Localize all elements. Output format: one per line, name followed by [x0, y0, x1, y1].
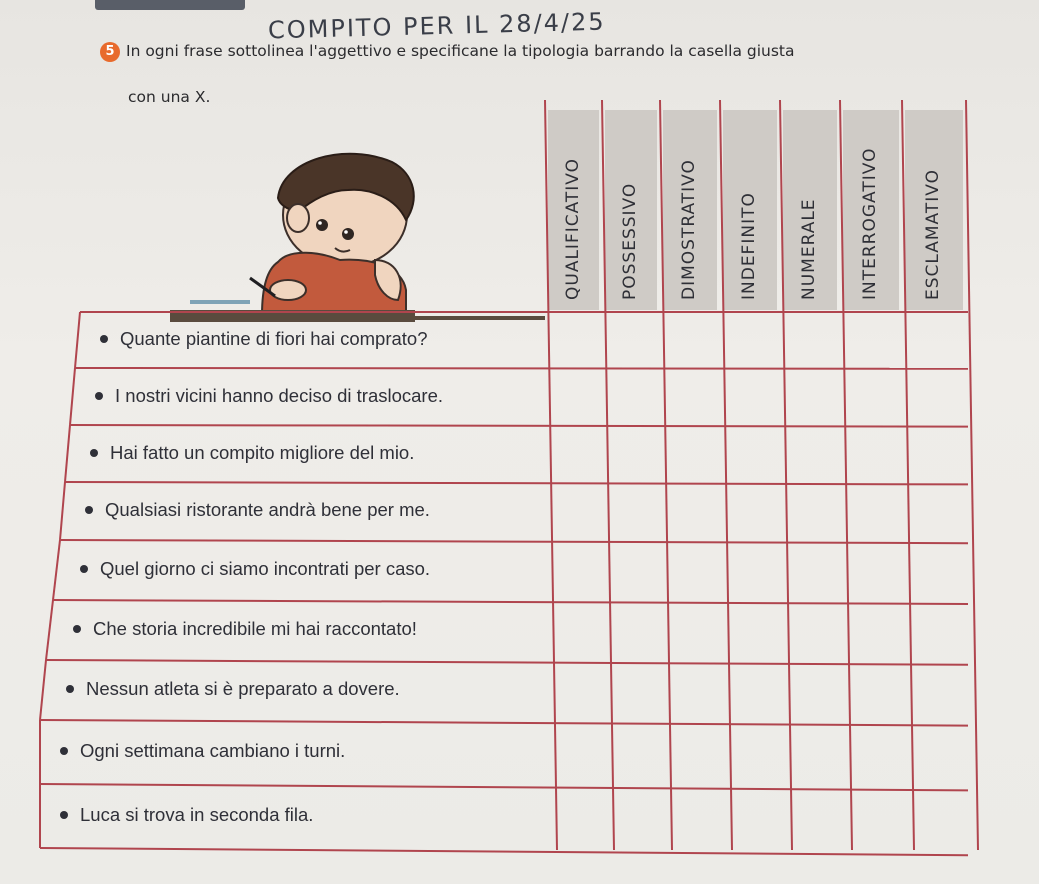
- answer-checkbox-cell[interactable]: [906, 427, 966, 480]
- answer-checkbox-cell[interactable]: [664, 427, 720, 480]
- answer-checkbox-cell[interactable]: [606, 427, 660, 480]
- bullet-point: [85, 506, 93, 514]
- answer-checkbox-cell[interactable]: [728, 602, 784, 658]
- answer-checkbox-cell[interactable]: [557, 786, 610, 846]
- answer-checkbox-cell[interactable]: [723, 370, 779, 423]
- sentence-row-text[interactable]: Hai fatto un compito migliore del mio.: [110, 441, 415, 463]
- sentence-row-text[interactable]: Qualsiasi ristorante andrà bene per me.: [105, 499, 430, 520]
- bullet-point: [80, 565, 88, 573]
- sentence-row-text[interactable]: Quel giorno ci siamo incontrati per caso.: [100, 558, 431, 579]
- answer-checkbox-cell[interactable]: [905, 370, 965, 423]
- answer-checkbox-cell[interactable]: [551, 484, 604, 538]
- answer-checkbox-cell[interactable]: [786, 484, 842, 538]
- answer-checkbox-cell[interactable]: [727, 542, 783, 598]
- sentence-row-text[interactable]: Nessun atleta si è preparato a dovere.: [86, 678, 400, 699]
- exercise-instruction: In ogni frase sottolinea l'aggettivo e specificane la tipologia barrando la casella giusta: [126, 42, 795, 60]
- answer-checkbox-cell[interactable]: [842, 314, 900, 366]
- answer-checkbox-cell[interactable]: [792, 786, 848, 846]
- sentence-row-text[interactable]: Ogni settimana cambiano i turni.: [80, 740, 346, 761]
- answer-checkbox-cell[interactable]: [732, 786, 788, 846]
- answer-checkbox-cell[interactable]: [549, 427, 602, 480]
- answer-checkbox-cell[interactable]: [790, 722, 846, 782]
- answer-checkbox-cell[interactable]: [844, 427, 902, 480]
- answer-checkbox-cell[interactable]: [669, 662, 725, 718]
- answer-checkbox-cell[interactable]: [610, 602, 664, 658]
- answer-checkbox-cell[interactable]: [548, 370, 601, 423]
- answer-checkbox-cell[interactable]: [914, 786, 974, 846]
- handwritten-note: COMPITO PER IL 28/4/25: [267, 7, 606, 45]
- table-left-edge: [46, 600, 53, 660]
- sentence-row-text[interactable]: Che storia incredibile mi hai raccontato!: [93, 618, 417, 639]
- answer-checkbox-cell[interactable]: [787, 542, 843, 598]
- answer-checkbox-cell[interactable]: [910, 602, 970, 658]
- bullet-point: [100, 335, 108, 343]
- answer-checkbox-cell[interactable]: [852, 786, 910, 846]
- table-row-line: [75, 368, 968, 369]
- sentence-row-text[interactable]: I nostri vicini hanno deciso di traslocare.: [115, 384, 444, 406]
- answer-checkbox-cell[interactable]: [605, 370, 659, 423]
- column-label-interrogativo: INTERROGATIVO: [860, 147, 880, 300]
- table-left-edge: [65, 425, 70, 482]
- bullet-point: [73, 625, 81, 633]
- column-label-possessivo: POSSESSIVO: [620, 182, 640, 300]
- answer-checkbox-cell[interactable]: [726, 484, 782, 538]
- column-label-qualificativo: QUALIFICATIVO: [562, 157, 583, 300]
- answer-checkbox-cell[interactable]: [850, 722, 908, 782]
- answer-checkbox-cell[interactable]: [611, 662, 665, 718]
- answer-checkbox-cell[interactable]: [554, 662, 607, 718]
- answer-checkbox-cell[interactable]: [843, 370, 901, 423]
- table-row-line: [40, 848, 968, 855]
- answer-checkbox-cell[interactable]: [846, 484, 904, 538]
- table-row-line: [70, 425, 968, 427]
- answer-checkbox-cell[interactable]: [608, 484, 662, 538]
- bullet-point: [60, 811, 68, 819]
- bullet-point: [66, 685, 74, 693]
- answer-checkbox-cell[interactable]: [730, 722, 786, 782]
- answer-checkbox-cell[interactable]: [612, 722, 666, 782]
- answer-checkbox-cell[interactable]: [662, 314, 718, 366]
- answer-checkbox-cell[interactable]: [552, 542, 605, 598]
- answer-checkbox-cell[interactable]: [609, 542, 663, 598]
- answer-checkbox-cell[interactable]: [847, 542, 905, 598]
- bullet-point: [60, 747, 68, 755]
- table-left-edge: [40, 660, 46, 720]
- column-label-indefinito: INDEFINITO: [739, 192, 759, 300]
- sentence-row-text[interactable]: Luca si trova in seconda fila.: [80, 804, 314, 825]
- answer-checkbox-cell[interactable]: [912, 722, 972, 782]
- answer-checkbox-cell[interactable]: [724, 427, 780, 480]
- table-left-edge: [70, 368, 75, 425]
- sentence-row-text[interactable]: Quante piantine di fiori hai comprato?: [120, 328, 428, 349]
- answer-checkbox-cell[interactable]: [908, 484, 968, 538]
- exercise-number-badge: 5: [100, 42, 120, 62]
- answer-checkbox-cell[interactable]: [553, 602, 606, 658]
- answer-checkbox-cell[interactable]: [670, 722, 726, 782]
- answer-checkbox-cell[interactable]: [663, 370, 719, 423]
- answer-checkbox-cell[interactable]: [604, 314, 658, 366]
- answer-checkbox-cell[interactable]: [555, 722, 608, 782]
- column-label-dimostrativo: DIMOSTRATIVO: [679, 159, 699, 300]
- answer-checkbox-cell[interactable]: [782, 314, 838, 366]
- column-label-numerale: NUMERALE: [799, 198, 819, 300]
- bullet-point: [90, 449, 98, 457]
- answer-checkbox-cell[interactable]: [614, 786, 668, 846]
- answer-checkbox-cell[interactable]: [722, 314, 778, 366]
- answer-checkbox-cell[interactable]: [668, 602, 724, 658]
- answer-checkbox-cell[interactable]: [784, 427, 840, 480]
- answer-checkbox-cell[interactable]: [667, 542, 723, 598]
- table-left-edge: [53, 540, 60, 600]
- answer-checkbox-cell[interactable]: [904, 314, 964, 366]
- answer-checkbox-cell[interactable]: [911, 662, 971, 718]
- answer-checkbox-cell[interactable]: [848, 602, 906, 658]
- answer-checkbox-cell[interactable]: [672, 786, 728, 846]
- answer-checkbox-cell[interactable]: [729, 662, 785, 718]
- bullet-point: [95, 392, 103, 400]
- answer-checkbox-cell[interactable]: [547, 314, 600, 366]
- answer-checkbox-cell[interactable]: [783, 370, 839, 423]
- answer-checkbox-cell[interactable]: [909, 542, 969, 598]
- answer-checkbox-cell[interactable]: [666, 484, 722, 538]
- column-label-esclamativo: ESCLAMATIVO: [923, 169, 943, 300]
- table-left-edge: [60, 482, 65, 540]
- exercise-instruction-continued: con una X.: [128, 88, 211, 106]
- answer-checkbox-cell[interactable]: [849, 662, 907, 718]
- answer-checkbox-cell[interactable]: [788, 602, 844, 658]
- answer-checkbox-cell[interactable]: [789, 662, 845, 718]
- table-left-edge: [75, 312, 80, 368]
